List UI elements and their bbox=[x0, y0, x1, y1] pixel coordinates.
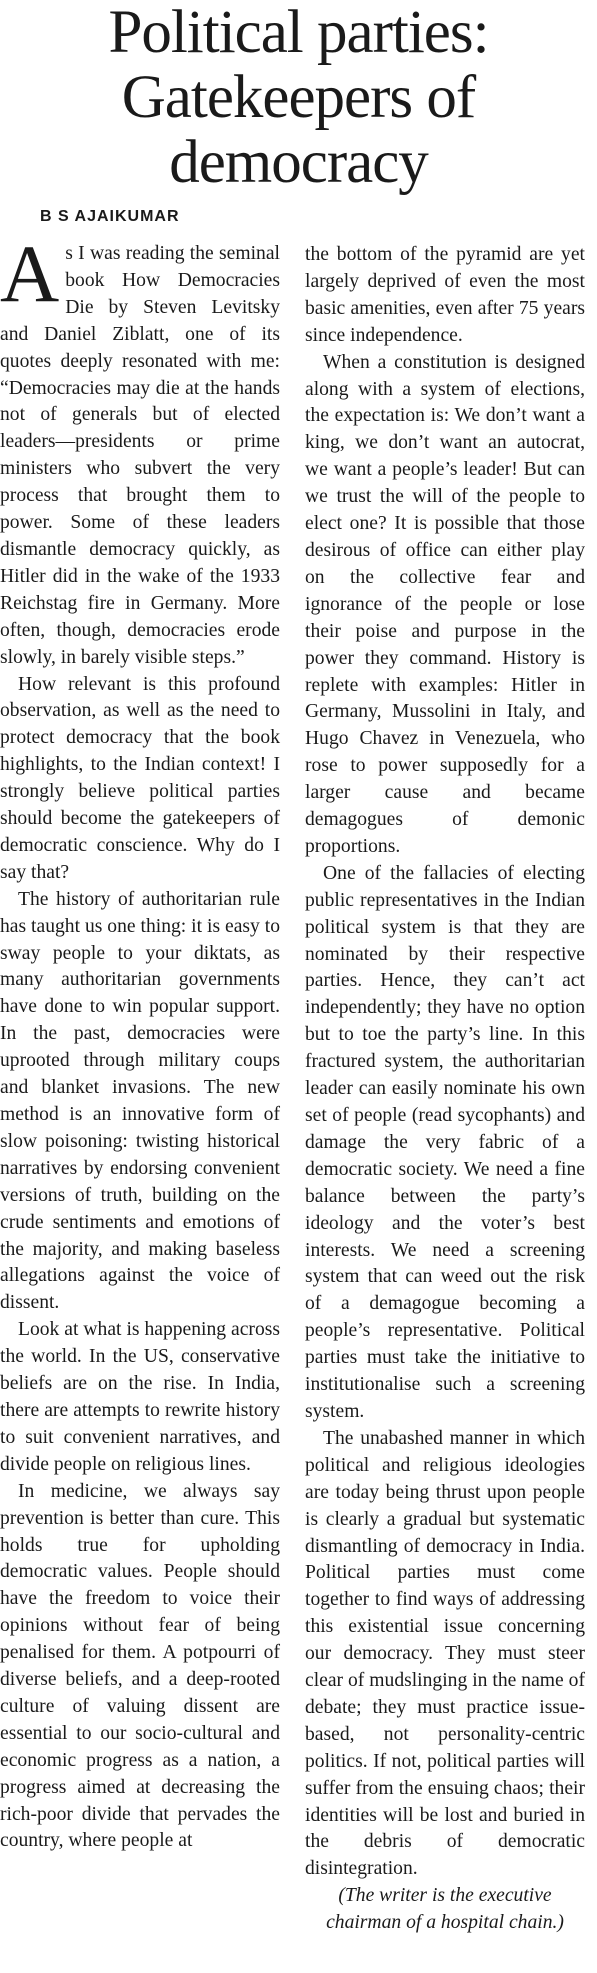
author-note: (The writer is the executive chairman of a hospital chain.) bbox=[326, 1885, 564, 1934]
headline-line-2: Gatekeepers of bbox=[121, 64, 476, 131]
paragraph: In medicine, we always say prevention is better than cure. This holds true for upholding democratic values. People should have the freedom to voice their opinions without fear of being penalised for them. A potpourri of diverse beliefs, and a deep-rooted culture of valuing dissent are essential to our socio-cultural and economic progress as a nation, a progress aimed at decreasing the rich-poor divide that pervades the country, where people at bbox=[0, 1480, 280, 1852]
article-column-left bbox=[0, 208, 280, 1855]
paragraph bbox=[0, 228, 280, 672]
paragraph: How relevant is this profound observation, as well as the need to protect democracy that the book highlights, to the Indian context! I strongly believe political parties should become the gatekeepers of democratic conscience. Why do I say that? bbox=[0, 673, 280, 883]
paragraph: The unabashed manner in which political and religious ideologies are today being thrust upon people is clearly a gradual but systematic dismantling of democracy in India. Political parties must come together to find ways of addressing this existential issue concerning our democracy. They must steer clear of mudslinging in the name of debate; they must practice issue-based, not personality-centric politics. If not, political parties will suffer from the ensuing chaos; their identities will be lost and buried in the debris of democratic disintegration. bbox=[305, 1427, 585, 1880]
paragraph-text: s I was reading the seminal book How Democracies Die by Steven Levitsky and Daniel Ziblatt, one of its quotes deeply resonated with me: “Democracies may die at the hands not of generals but of elected leaders—presidents or prime ministers who subvert the very process that brought them to power. Some of these leaders dismantle democracy quickly, as Hitler did in the wake of the 1933 Reichstag fire in Germany. More often, though, democracies erode slowly, in barely visible steps.” bbox=[0, 243, 280, 668]
article-column-right bbox=[305, 242, 585, 1937]
paragraph: Look at what is happening across the world. In the US, conservative beliefs are on the rise. In India, there are attempts to rewrite history to suit convenient narratives, and divide people on religious lines. bbox=[0, 1319, 280, 1475]
paragraph: the bottom of the pyramid are yet largely deprived of even the most basic amenities, even after 75 years since independence. bbox=[305, 244, 585, 346]
headline-line-3: democracy bbox=[169, 129, 428, 196]
drop-cap: A bbox=[0, 228, 60, 319]
headline bbox=[0, 0, 597, 195]
headline-line-1: Political parties: bbox=[108, 0, 489, 66]
paragraph: When a constitution is designed along with a system of elections, the expectation is: We don’t want a king, we don’t want an autocrat, we want a people’s leader! But can we trust the will of the people to elect one? It is possible that those desirous of office can either play on the collective fear and ignorance of the people or lose their poise and purpose in the power they command. History is replete with examples: Hitler in Germany, Mussolini in Italy, and Hugo Chavez in Venezuela, who rose to power supposedly for a larger cause and became demagogues of demonic proportions. bbox=[305, 351, 585, 857]
paragraph: One of the fallacies of electing public representatives in the Indian political system is that they are nominated by their respective parties. Hence, they can’t act independently; they have no option but to toe the party’s line. In this fractured system, the authoritarian leader can easily nominate his own set of people (read sycophants) and damage the very fabric of a democratic society. We need a fine balance between the party’s ideology and the voter’s best interests. We need a screening system that can weed out the risk of a demagogue becoming a people’s representative. Political parties must take the initiative to institutionalise such a screening system. bbox=[305, 862, 585, 1422]
paragraph: The history of authoritarian rule has taught us one thing: it is easy to sway people to your diktats, as many authoritarian governments have done to win popular support. In the past, democracies were uprooted through military coups and blanket invasions. The new method is an innovative form of slow poisoning: twisting historical narratives by endorsing convenient versions of truth, building on the crude sentiments and emotions of the majority, and making baseless allegations against the voice of dissent. bbox=[0, 888, 280, 1314]
byline: B S AJAIKUMAR bbox=[40, 208, 180, 225]
